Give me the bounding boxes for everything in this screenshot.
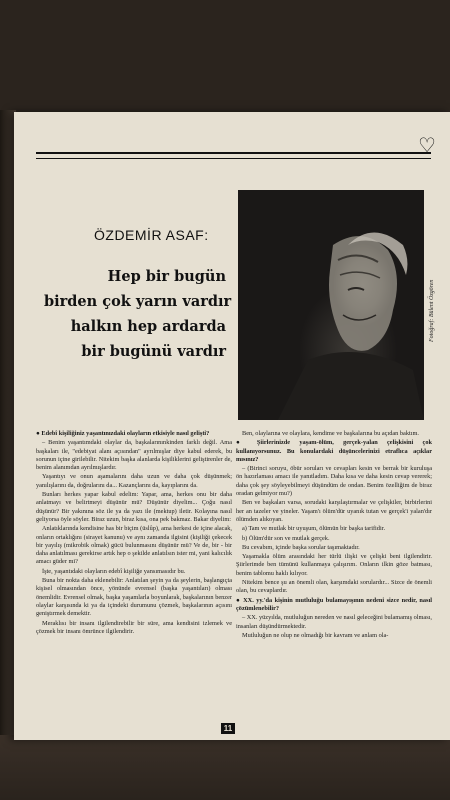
pull-quote [44, 264, 232, 364]
left-text-column [36, 430, 232, 637]
paragraph: Bu cevabım, içinde başka sorular taşımaktadır. [242, 543, 360, 551]
quote-line: bir bugünü vardır [81, 343, 226, 360]
interview-question: ● Edebî kişiliğiniz yaşantınızdaki olayların etkisiyle nasıl gelişti? [36, 430, 210, 437]
header-rule [36, 152, 431, 154]
interview-question: ● XX. yy.'da kişinin mutluluğu bulamayışının nedeni sizce nedir, nasıl çözümlenebilir? [236, 596, 432, 612]
paragraph: a) Tam ve mutlak bir uyuşum, ölümün bir başka tarifidir. [242, 525, 386, 533]
header-rule-thin [36, 158, 431, 159]
heart-logo-icon: ♡ [418, 133, 436, 157]
quote-line: Hep bir bugün [107, 268, 226, 285]
paragraph: Bunları herkes yapar kabul edelim: Yapar, ama, herkes onu bir daha anlatmayı ve belirtmeyi düşünür mü? Düşünür diyelim... Çoğu nasıl düşünür? Bir yakınına söz ile ya da yazı ile (mektup) iletir. Kolayına nasıl geliyorsa öyle söyler. Biraz uzun, biraz kısa, ona pek bakmaz. Bakar diyelim: [36, 491, 232, 523]
photo-credit: Fotoğraf: Bülent Özgören [429, 279, 435, 342]
interview-question: ● Şiirlerinizde yaşam-ölüm, gerçek-yalan çelişkisini çok kullanıyorsunuz. Bu konulardaki düşüncelerinizi etraflıca açıklar mısınız? [236, 439, 432, 463]
right-text-column [236, 430, 432, 641]
paragraph: Yaşamakla ölüm arasındaki her türlü ilişki ve çelişki beni ilgilendirir. Şiirlerimde ben tümünü kullanmaya çalışırım. Onların ilkin göze batması, benim tablomu haklı kılıyor. [236, 553, 432, 577]
paragraph: b) Ölüm'dür son ve mutlak gerçek. [242, 534, 330, 542]
paragraph: Nitekim bence şu an önemli olan, karşımdaki sorulardır... Sizce de önemli olan, bu cevaplardır. [236, 579, 432, 595]
magazine-page [14, 112, 450, 740]
paragraph: Mutluluğun ne olup ne olmadığı bir kavram ve anlam ola- [242, 631, 389, 639]
quote-line: birden çok yarın vardır [44, 293, 232, 310]
portrait-photo [238, 190, 424, 420]
paragraph: Ben, olaylarına ve olaylara, kendime ve başkalarına bu açıdan baktım. [242, 430, 419, 437]
paragraph: – Benim yaşantımdaki olaylar da, başkalarınınkinden farklı değil. Ama başkaları ile, "edebiyat alanı açısından" ayrılmışlar diye kabul ederek, bu sorunun içine girilebilir. Nitekim başka alanlarda kişiliklerini geliştirenler de, benim alanımdan ayrılmışlardır. [36, 439, 232, 472]
paragraph: Ben ve başkaları varsa, sorudaki karşılaştırmalar ve çelişkiler, birbirlerini her an tazeler ve yineler. Yaşam'ı ölüm'dür uyanık tutan ve gerçek'i yalan'dır ölümden alıkoyan. [236, 499, 432, 523]
paragraph: İşte, yaşantıdaki olayların edebî kişiliğe yansımasıdır bu. [42, 567, 186, 575]
quote-line: halkın hep ardarda [70, 318, 226, 335]
article-title: ÖZDEMİR ASAF: [94, 227, 209, 243]
paragraph: – XX. yüzyılda, mutluluğun nereden ve nasıl geleceğini bulamamış olması, insanları düşündürmektedir. [236, 614, 432, 630]
table-surface [0, 735, 450, 800]
paragraph: – (Birinci soruyu, öbür soruları ve cevapları kesin ve berrak bir kuruluşa ön hazırlaması amacı ile yanıtladım. Daha kısa ve daha kesin cevap vererek; daha çok şey söyleyebilmeyi düşündüm de ondan. Benim özelliğim de biraz oradan gelmiyor mu?) [236, 465, 432, 498]
paragraph: Anlatıklarında kendisine has bir biçim (üslûp), ama herkesi de içine alacak, onların ortaklığını (sirayet kanunu) ve aynı zamanda ilgisini (kişiliği çekecek bir yayılış (mikrobik olmak) gücü bulunmasını düşünür mü? Ve de, bir - bir daha anlatılması gerekirse artık hep o şekilde anlatılsın ister mi, yani kalıcılık amacı güder mi? [36, 525, 232, 566]
paragraph: Yaşantıyı ve onun aşamalarını daha uzun ve daha çok düşünmek; yanılışlarını da, doğrularını da... Kazançlarını da, kayıplarını da. [36, 473, 232, 489]
paragraph: Meraklısı bir insanı ilgilendirebilir bir süre, ama kendisini izlemek ve çözmek bir insanı ömrünce ilgilendirir. [36, 619, 232, 635]
page-number: 11 [221, 723, 235, 734]
paragraph: Buna bir nokta daha eklenebilir: Anlatılan şeyin ya da şeylerin, başlangıçta kişisel olmasından önce, yönünde evrensel (başka yaşantıları) olması önemlidir. Evrensel olmak, başka yaşamlarla boyunlarak, başkalarının benzer olaylar karşısında ki ya da içindeki durumunu çözmek, başkalarının açısını geniştırmek demektir. [36, 577, 232, 618]
